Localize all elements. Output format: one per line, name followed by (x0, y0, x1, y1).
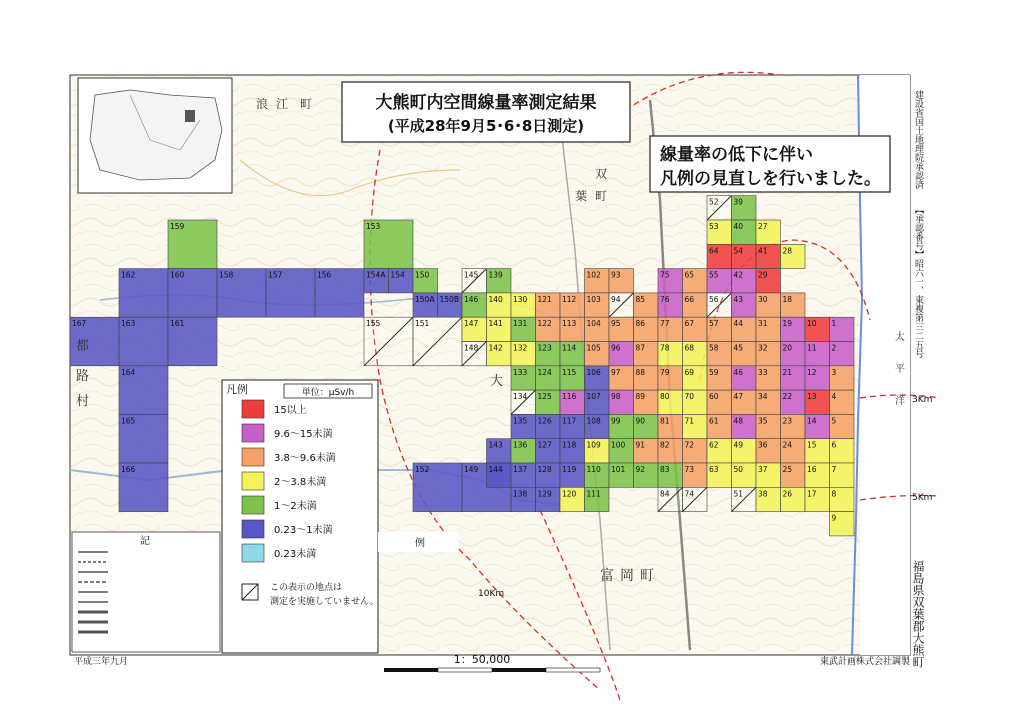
grid-cell-label: 7 (831, 465, 837, 474)
legend-label: 1～2未満 (274, 501, 317, 512)
place-label: 大 (490, 374, 504, 389)
grid-cell-label: 96 (611, 343, 621, 353)
grid-cell-label: 20 (782, 343, 793, 353)
grid-cell-label: 152 (415, 465, 430, 474)
grid-cell-label: 150 (415, 270, 430, 280)
grid-cell-label: 164 (121, 367, 136, 377)
legend-label: 9.6～15未満 (274, 429, 333, 440)
grid-cell-label: 35 (758, 416, 768, 426)
grid-cell-label: 118 (562, 440, 577, 450)
grid-cell-label: 83 (660, 465, 670, 474)
grid-cell-label: 4 (831, 392, 837, 402)
grid-cell-label: 82 (660, 440, 670, 450)
grid-cell-label: 147 (464, 319, 479, 329)
grid-cell-label: 130 (513, 294, 528, 304)
grid-cell-label: 13 (807, 392, 817, 402)
grid-cell-label: 77 (660, 319, 670, 329)
grid-cell-label: 27 (758, 222, 768, 231)
grid-cell-label: 79 (660, 367, 670, 377)
legend-label: 3.8～9.6未満 (274, 453, 336, 464)
legend-note-line2: 測定を実施していません。 (270, 597, 379, 607)
inset-location-marker (185, 110, 195, 122)
grid-cell-label: 111 (586, 489, 601, 499)
legend-unit: 単位：μSv/h (301, 388, 355, 398)
grid-cell-label: 105 (586, 343, 601, 353)
grid-cell-label: 123 (537, 343, 552, 353)
map-key-title: 記 (140, 536, 150, 547)
grid-cell-label: 160 (170, 270, 185, 280)
legend-swatch (242, 472, 264, 490)
legend-label: 2～3.8未満 (274, 477, 327, 488)
grid-cell-label: 48 (733, 416, 744, 426)
grid-cell-label: 81 (660, 416, 670, 426)
grid-cell-label: 146 (464, 294, 479, 304)
scale-label: 1：50,000 (453, 653, 511, 666)
grid-cell-label: 41 (758, 246, 768, 256)
grid-cell-label: 12 (807, 367, 817, 377)
grid-cell-label: 84 (660, 489, 670, 499)
grid-cell-label: 14 (807, 416, 817, 426)
grid-cell-label: 124 (537, 367, 552, 377)
legend-header: 凡例 (226, 383, 248, 396)
grid-cell-label: 93 (611, 270, 621, 280)
grid-cell-label: 161 (170, 319, 185, 329)
grid-cell-label: 143 (488, 440, 503, 450)
grid-cell-label: 156 (317, 270, 332, 280)
grid-cell-label: 88 (635, 367, 646, 377)
grid-cell-label: 71 (684, 416, 695, 426)
place-label: 洋 (895, 396, 905, 407)
grid-cell-label: 17 (807, 489, 817, 499)
grid-cell-label: 53 (709, 222, 719, 231)
grid-cell-label: 70 (684, 392, 695, 402)
grid-cell-label: 33 (758, 367, 768, 377)
grid-cell-label: 167 (72, 319, 87, 329)
grid-cell-label: 86 (635, 319, 646, 329)
grid-cell-label: 92 (635, 465, 646, 474)
grid-cell-label: 56 (709, 294, 719, 304)
grid-cell-label: 91 (635, 440, 646, 450)
grid-cell-label: 46 (733, 367, 744, 377)
place-label: 江 (276, 97, 289, 111)
grid-cell-label: 65 (684, 270, 695, 280)
grid-cell-label: 52 (709, 197, 719, 207)
date-label: 平成三年九月 (74, 657, 129, 667)
grid-cell-label: 148 (464, 343, 479, 353)
grid-cell-label: 6 (831, 440, 837, 450)
grid-cell-label: 126 (537, 416, 552, 426)
grid-cell-label: 137 (513, 465, 528, 474)
grid-cell-label: 58 (709, 343, 719, 353)
dist-5k-label: 5Km (912, 493, 933, 503)
grid-cell-label: 16 (807, 465, 817, 474)
grid-cell-label: 150B (439, 294, 459, 304)
grid-cell-label: 78 (660, 343, 670, 353)
grid-cell-label: 103 (586, 294, 601, 304)
grid-cell-label: 54 (733, 246, 744, 256)
grid-cell-label: 55 (709, 270, 719, 280)
grid-cell-label: 15 (807, 440, 817, 450)
grid-cell-label: 151 (415, 319, 430, 329)
grid-cell-label: 32 (758, 343, 768, 353)
grid-cell-label: 102 (586, 270, 601, 280)
legend-note-line1: この表示の地点は (270, 583, 343, 593)
grid-cell-label: 97 (611, 367, 621, 377)
grid-cell-label: 98 (611, 392, 621, 402)
title-line2: (平成28年9月5･6･8日測定) (387, 117, 585, 135)
grid-cell-label: 72 (684, 440, 695, 450)
grid-cell-label: 107 (586, 392, 601, 402)
grid-cell-label: 64 (709, 246, 719, 256)
grid-cell-label: 66 (684, 294, 695, 304)
grid-cell-label: 153 (366, 222, 381, 231)
town-vertical-label: 福島県双葉郡大熊町 (911, 560, 925, 668)
grid-cell-label: 163 (121, 319, 136, 329)
place-label: 岡 (620, 568, 634, 584)
grid-cell-label: 114 (562, 343, 577, 353)
place-label: 村 (76, 394, 90, 409)
grid-cell-label: 106 (586, 367, 601, 377)
grid-cell-label: 145 (464, 270, 479, 280)
grid-cell-label: 119 (562, 465, 577, 474)
grid-cell-label: 100 (611, 440, 626, 450)
grid-cell-label: 112 (562, 294, 577, 304)
grid-cell-label: 45 (733, 343, 744, 353)
grid-cell-label: 75 (660, 270, 670, 280)
grid-cell-label: 150A (415, 294, 435, 304)
grid-cell-label: 138 (513, 489, 528, 499)
grid-cell-label: 109 (586, 440, 601, 450)
grid-cell-label: 74 (684, 489, 695, 499)
grid-cell-label: 140 (488, 294, 503, 304)
grid-cell-label: 120 (562, 489, 577, 499)
dist-3k-label: 3Km (912, 395, 933, 405)
grid-cell-label: 142 (488, 343, 503, 353)
grid-cell-label: 51 (733, 489, 744, 499)
grid-cell-label: 154A (366, 270, 386, 280)
scale-bar (384, 668, 600, 672)
grid-cell-label: 43 (733, 294, 744, 304)
grid-cell-label: 85 (635, 294, 646, 304)
grid-cell-label: 19 (782, 319, 793, 329)
grid-cell-label: 133 (513, 367, 528, 377)
grid-cell-label: 23 (782, 416, 793, 426)
grid-cell-label: 94 (611, 294, 621, 304)
place-label: 路 (76, 369, 90, 384)
grid-cell-label: 89 (635, 392, 646, 402)
grid-cell-label: 67 (684, 319, 695, 329)
grid-cell-label: 95 (611, 319, 621, 329)
grid-cell-label: 10 (807, 319, 817, 329)
place-label: 都 (76, 339, 90, 354)
inset-region (90, 90, 222, 180)
grid-cell-label: 8 (831, 489, 837, 499)
grid-cell-label: 165 (121, 416, 136, 426)
grid-cell-label: 42 (733, 270, 744, 280)
grid-cell-label: 108 (586, 416, 601, 426)
grid-cell-label: 36 (758, 440, 768, 450)
legend-label: 15以上 (274, 405, 307, 416)
notice-line1: 線量率の低下に伴い (660, 145, 813, 165)
grid-cell-label: 149 (464, 465, 479, 474)
grid-cell-label: 80 (660, 392, 670, 402)
grid-cell-label: 116 (562, 392, 577, 402)
grid-cell-label: 49 (733, 440, 744, 450)
grid-cell-label: 135 (513, 416, 528, 426)
grid-cell-label: 47 (733, 392, 744, 402)
grid-cell-label: 162 (121, 270, 136, 280)
grid-cell-label: 18 (782, 294, 793, 304)
grid-cell-label: 11 (807, 343, 817, 353)
place-label: 双 (595, 167, 608, 181)
grid-cell-label: 63 (709, 465, 719, 474)
grid-cell-label: 40 (733, 222, 744, 231)
grid-cell-label: 73 (684, 465, 695, 474)
grid-cell-label: 37 (758, 465, 768, 474)
grid-cell-label: 34 (758, 392, 768, 402)
grid-cell-label: 139 (488, 270, 503, 280)
grid-cell-label: 166 (121, 465, 136, 474)
grid-cell-label: 104 (586, 319, 601, 329)
grid-cell-label: 154 (390, 270, 405, 280)
company-label: 東武計画株式会社調製 (819, 657, 910, 667)
grid-cell-label: 29 (758, 270, 768, 280)
grid-cell-label: 155 (366, 319, 381, 329)
place-label: 平 (895, 364, 905, 375)
grid-cell-label: 26 (782, 489, 793, 499)
grid-cell-label: 61 (709, 416, 719, 426)
grid-cell-label: 117 (562, 416, 577, 426)
grid-cell-label: 9 (831, 513, 837, 523)
grid-cell-label: 141 (488, 319, 503, 329)
place-label: 浪 (256, 97, 269, 111)
grid-cell-label: 134 (513, 392, 528, 402)
grid-cell-label: 113 (562, 319, 577, 329)
legend-swatch (242, 448, 264, 466)
grid-cell-label: 122 (537, 319, 552, 329)
grid-cell-label: 144 (488, 465, 503, 474)
grid-cell-label: 59 (709, 367, 719, 377)
grid-cell-label: 76 (660, 294, 670, 304)
grid-cell-label: 90 (635, 416, 646, 426)
title-line1: 大熊町内空間線量率測定結果 (375, 93, 597, 113)
grid-cell-label: 110 (586, 465, 601, 474)
grid-cell-label: 62 (709, 440, 719, 450)
legend-swatch (242, 400, 264, 418)
grid-cell-label: 87 (635, 343, 646, 353)
legend-swatch (242, 496, 264, 514)
place-label: 太 (895, 332, 905, 343)
grid-cell-label: 99 (611, 416, 621, 426)
grid-cell-label: 1 (831, 319, 837, 329)
legend-swatch (242, 544, 264, 562)
grid-cell-label: 69 (684, 367, 695, 377)
legend-swatch (242, 424, 264, 442)
grid-cell-label: 21 (782, 367, 793, 377)
approval-number: 【承認番号】昭六一、東複第三二五号 (913, 205, 923, 358)
grid-cell-label: 31 (758, 319, 768, 329)
grid-cell-label: 129 (537, 489, 552, 499)
legend-swatch (242, 520, 264, 538)
grid-cell-label: 3 (831, 367, 837, 377)
grid-cell-label: 25 (782, 465, 793, 474)
grid-cell-label: 28 (782, 246, 793, 256)
grid-cell-label: 136 (513, 440, 528, 450)
legend-box (222, 380, 378, 653)
map-key-title2: 例 (415, 538, 425, 549)
grid-cell-label: 157 (268, 270, 283, 280)
grid-cell-label: 44 (733, 319, 744, 329)
approval-label: 建設省国土地理院承認済 (913, 90, 923, 189)
grid-cell-label: 125 (537, 392, 552, 402)
place-label: 富 (600, 568, 614, 584)
grid-cell-label: 127 (537, 440, 552, 450)
place-label: 町 (595, 189, 608, 203)
grid-cell-label: 60 (709, 392, 719, 402)
grid-cell-label: 30 (758, 294, 768, 304)
grid-cell-label: 2 (831, 343, 837, 353)
grid-cell-label: 159 (170, 222, 185, 231)
grid-cell-label: 5 (831, 416, 837, 426)
dist-10k-label: 10Km (478, 589, 505, 599)
place-label: 葉 (575, 189, 588, 203)
place-label: 町 (640, 568, 654, 584)
notice-line2: 凡例の見直しを行いました。 (660, 169, 881, 189)
grid-cell-label: 39 (733, 197, 744, 207)
grid-cell-label: 101 (611, 465, 626, 474)
grid-cell-label: 57 (709, 319, 719, 329)
grid-cell-label: 158 (219, 270, 234, 280)
grid-cell-label: 132 (513, 343, 528, 353)
grid-cell-label: 24 (782, 440, 793, 450)
legend-label: 0.23未満 (274, 549, 317, 560)
grid-cell-label: 131 (513, 319, 528, 329)
grid-cell-label: 22 (782, 392, 793, 402)
grid-cell-label: 121 (537, 294, 552, 304)
legend-label: 0.23～1未満 (274, 525, 333, 536)
grid-cell-label: 115 (562, 367, 577, 377)
grid-cell-label: 38 (758, 489, 768, 499)
place-label: 町 (300, 97, 313, 111)
grid-cell-label: 128 (537, 465, 552, 474)
grid-cell-label: 68 (684, 343, 695, 353)
grid-cell-label: 50 (733, 465, 744, 474)
